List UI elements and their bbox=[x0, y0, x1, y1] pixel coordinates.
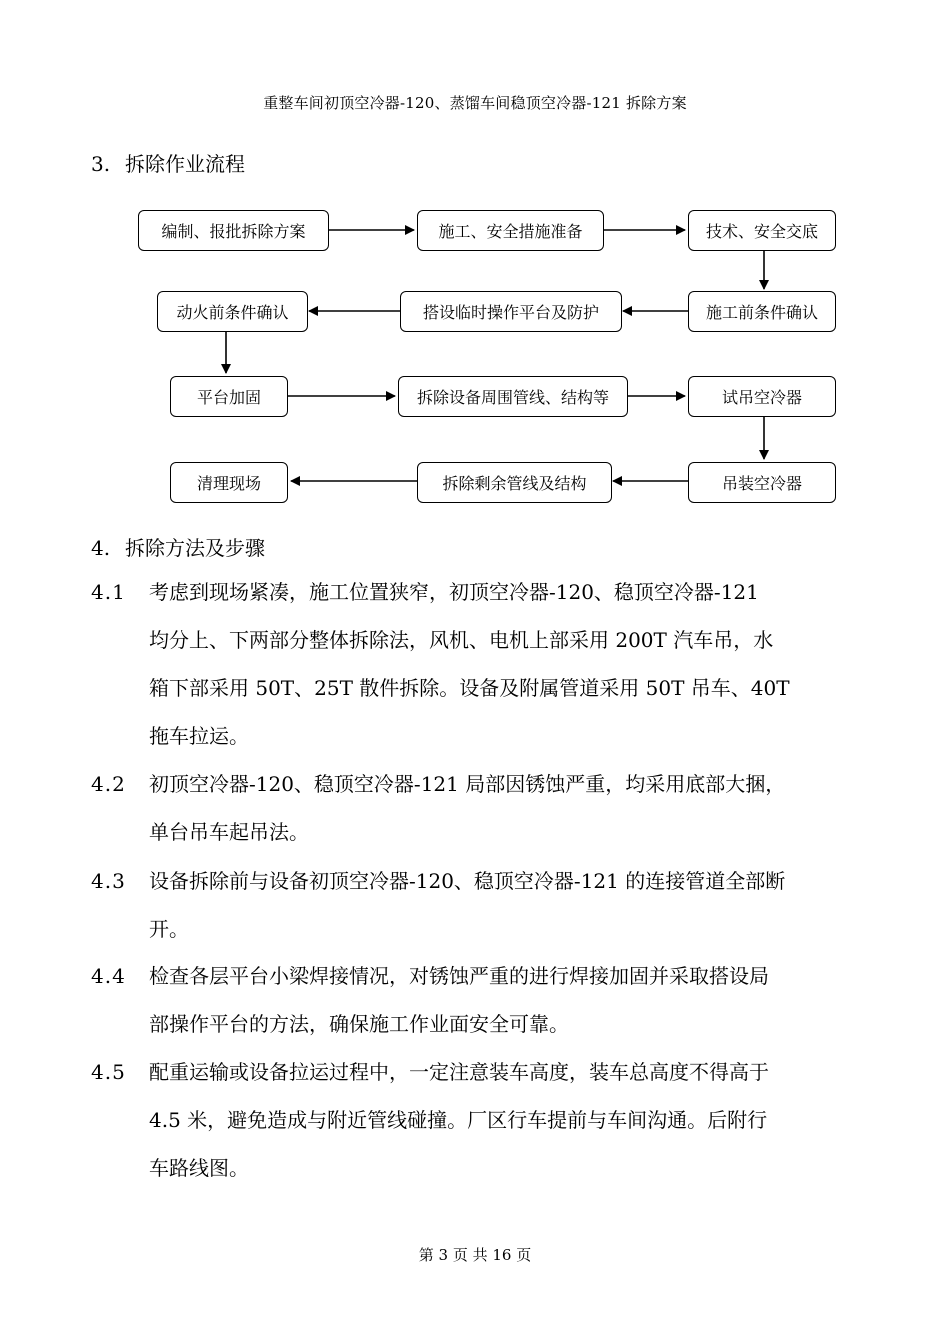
step-line: 开。 bbox=[149, 917, 189, 941]
step-number: 4.2 bbox=[91, 772, 126, 796]
flowchart-arrows bbox=[0, 0, 950, 520]
step-line: 车路线图。 bbox=[149, 1156, 249, 1180]
step-4-2 bbox=[91, 760, 851, 856]
flow-box-temp-platform: 搭设临时操作平台及防护 bbox=[400, 291, 622, 332]
flow-box-lift-cooler: 吊装空冷器 bbox=[688, 462, 836, 503]
flow-box-hot-work-check: 动火前条件确认 bbox=[157, 291, 308, 332]
flow-box-clean-site: 清理现场 bbox=[170, 462, 288, 503]
section-3-number: 3. bbox=[91, 152, 111, 176]
flow-box-compile-plan: 编制、报批拆除方案 bbox=[138, 210, 329, 251]
step-line: 设备拆除前与设备初顶空冷器-120、稳顶空冷器-121 的连接管道全部断 bbox=[149, 869, 786, 893]
section-4-heading bbox=[91, 532, 265, 561]
step-4-1 bbox=[91, 568, 851, 760]
step-line: 配重运输或设备拉运过程中，一定注意装车高度，装车总高度不得高于 bbox=[149, 1060, 769, 1084]
section-4-title: 拆除方法及步骤 bbox=[125, 536, 265, 560]
step-number: 4.1 bbox=[91, 580, 126, 604]
step-line: 考虑到现场紧凑，施工位置狭窄，初顶空冷器-120、稳顶空冷器-121 bbox=[149, 580, 759, 604]
step-number: 4.3 bbox=[91, 869, 126, 893]
step-4-3 bbox=[91, 857, 851, 953]
flow-box-safety-prep: 施工、安全措施准备 bbox=[417, 210, 604, 251]
flowchart bbox=[0, 0, 950, 520]
page-footer: 第 3 页 共 16 页 bbox=[418, 1246, 532, 1264]
step-line: 均分上、下两部分整体拆除法，风机、电机上部采用 200T 汽车吊，水 bbox=[149, 628, 774, 652]
step-line: 箱下部采用 50T、25T 散件拆除。设备及附属管道采用 50T 吊车、40T bbox=[149, 676, 790, 700]
document-header: 重整车间初顶空冷器-120、蒸馏车间稳顶空冷器-121 拆除方案 bbox=[263, 94, 687, 112]
flow-box-pre-construction-check: 施工前条件确认 bbox=[688, 291, 836, 332]
section-3-title: 拆除作业流程 bbox=[125, 152, 245, 176]
step-line: 4.5 米，避免造成与附近管线碰撞。厂区行车提前与车间沟通。后附行 bbox=[149, 1108, 768, 1132]
step-line: 单台吊车起吊法。 bbox=[149, 820, 309, 844]
flow-box-platform-reinforce: 平台加固 bbox=[170, 376, 288, 417]
flow-box-remove-remaining: 拆除剩余管线及结构 bbox=[417, 462, 612, 503]
step-line: 拖车拉运。 bbox=[149, 724, 249, 748]
step-4-5 bbox=[91, 1048, 851, 1192]
step-line: 检查各层平台小梁焊接情况，对锈蚀严重的进行焊接加固并采取搭设局 bbox=[149, 964, 769, 988]
step-line: 部操作平台的方法，确保施工作业面安全可靠。 bbox=[149, 1012, 569, 1036]
section-4-number: 4. bbox=[91, 536, 111, 560]
flow-box-remove-pipelines: 拆除设备周围管线、结构等 bbox=[398, 376, 628, 417]
step-number: 4.4 bbox=[91, 964, 126, 988]
step-4-4 bbox=[91, 952, 851, 1048]
step-line: 初顶空冷器-120、稳顶空冷器-121 局部因锈蚀严重，均采用底部大捆， bbox=[149, 772, 786, 796]
step-number: 4.5 bbox=[91, 1060, 126, 1084]
flow-box-tech-briefing: 技术、安全交底 bbox=[688, 210, 836, 251]
flow-box-trial-lift: 试吊空冷器 bbox=[688, 376, 836, 417]
